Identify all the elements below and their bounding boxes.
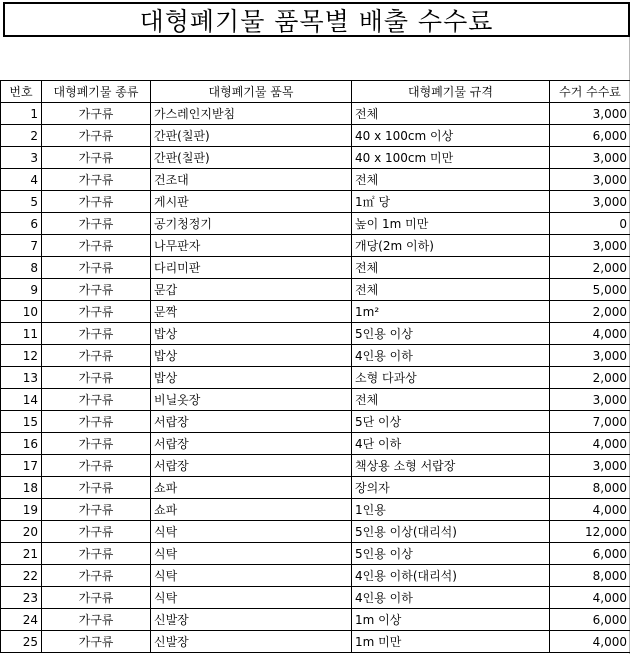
- cell-item[interactable]: 쇼파: [151, 499, 352, 521]
- cell-category[interactable]: 가구류: [42, 543, 151, 565]
- table-row: [1, 433, 630, 455]
- cell-fee[interactable]: 12,000: [550, 521, 630, 543]
- cell-no[interactable]: 14: [1, 389, 42, 411]
- table-row: [1, 609, 630, 631]
- cell-spec[interactable]: 전체: [352, 279, 550, 301]
- cell-spec[interactable]: 1인용: [352, 499, 550, 521]
- cell-no[interactable]: 5: [1, 191, 42, 213]
- cell-category[interactable]: 가구류: [42, 103, 151, 125]
- spacer-row: [0, 37, 630, 81]
- cell-no[interactable]: 17: [1, 455, 42, 477]
- cell-item[interactable]: 간판(칠판): [151, 125, 352, 147]
- cell-category[interactable]: 가구류: [42, 191, 151, 213]
- cell-no[interactable]: 25: [1, 631, 42, 653]
- cell-no[interactable]: 24: [1, 609, 42, 631]
- cell-category[interactable]: 가구류: [42, 257, 151, 279]
- cell-no[interactable]: 4: [1, 169, 42, 191]
- cell-category[interactable]: 가구류: [42, 499, 151, 521]
- cell-no[interactable]: 18: [1, 477, 42, 499]
- cell-spec[interactable]: 1m 미만: [352, 631, 550, 653]
- cell-item[interactable]: 나무판자: [151, 235, 352, 257]
- cell-no[interactable]: 9: [1, 279, 42, 301]
- cell-spec[interactable]: 전체: [352, 257, 550, 279]
- cell-spec[interactable]: 전체: [352, 389, 550, 411]
- cell-item[interactable]: 신발장: [151, 631, 352, 653]
- cell-category[interactable]: 가구류: [42, 609, 151, 631]
- table-row: [1, 455, 630, 477]
- cell-fee[interactable]: 0: [550, 213, 630, 235]
- cell-category[interactable]: 가구류: [42, 345, 151, 367]
- cell-fee[interactable]: 4,000: [550, 433, 630, 455]
- cell-fee[interactable]: 6,000: [550, 125, 630, 147]
- table-row: [1, 345, 630, 367]
- cell-item[interactable]: 식탁: [151, 565, 352, 587]
- cell-item[interactable]: 다리미판: [151, 257, 352, 279]
- cell-category[interactable]: 가구류: [42, 411, 151, 433]
- table-row: [1, 631, 630, 653]
- cell-spec[interactable]: 5단 이상: [352, 411, 550, 433]
- cell-no[interactable]: 11: [1, 323, 42, 345]
- cell-spec[interactable]: 40 x 100cm 미만: [352, 147, 550, 169]
- table-row: [1, 499, 630, 521]
- cell-item[interactable]: 게시판: [151, 191, 352, 213]
- cell-spec[interactable]: 4인용 이하: [352, 587, 550, 609]
- cell-fee[interactable]: 3,000: [550, 389, 630, 411]
- cell-fee[interactable]: 6,000: [550, 543, 630, 565]
- page-title: 대형폐기물 품목별 배출 수수료: [139, 6, 494, 36]
- header-row: [1, 81, 630, 103]
- cell-spec[interactable]: 1m²: [352, 301, 550, 323]
- cell-spec[interactable]: 개당(2m 이하): [352, 235, 550, 257]
- cell-no[interactable]: 15: [1, 411, 42, 433]
- cell-fee[interactable]: 7,000: [550, 411, 630, 433]
- cell-spec[interactable]: 책상용 소형 서랍장: [352, 455, 550, 477]
- cell-category[interactable]: 가구류: [42, 455, 151, 477]
- cell-fee[interactable]: 4,000: [550, 631, 630, 653]
- cell-item[interactable]: 서랍장: [151, 433, 352, 455]
- cell-item[interactable]: 공기청정기: [151, 213, 352, 235]
- cell-fee[interactable]: 3,000: [550, 103, 630, 125]
- table-row: [1, 543, 630, 565]
- cell-category[interactable]: 가구류: [42, 389, 151, 411]
- cell-category[interactable]: 가구류: [42, 169, 151, 191]
- cell-item[interactable]: 비닐옷장: [151, 389, 352, 411]
- cell-item[interactable]: 식탁: [151, 543, 352, 565]
- cell-fee[interactable]: 3,000: [550, 169, 630, 191]
- header-no[interactable]: 번호: [1, 81, 42, 103]
- cell-item[interactable]: 식탁: [151, 587, 352, 609]
- cell-fee[interactable]: 2,000: [550, 301, 630, 323]
- table-row: [1, 147, 630, 169]
- cell-fee[interactable]: 2,000: [550, 367, 630, 389]
- cell-item[interactable]: 밥상: [151, 323, 352, 345]
- cell-spec[interactable]: 40 x 100cm 이상: [352, 125, 550, 147]
- table-row: [1, 587, 630, 609]
- cell-spec[interactable]: 4단 이하: [352, 433, 550, 455]
- cell-category[interactable]: 가구류: [42, 301, 151, 323]
- cell-fee[interactable]: 4,000: [550, 499, 630, 521]
- cell-spec[interactable]: 4인용 이하(대리석): [352, 565, 550, 587]
- table-row: [1, 521, 630, 543]
- cell-no[interactable]: 23: [1, 587, 42, 609]
- table-row: [1, 257, 630, 279]
- table-row: [1, 565, 630, 587]
- cell-category[interactable]: 가구류: [42, 125, 151, 147]
- cell-no[interactable]: 12: [1, 345, 42, 367]
- cell-no[interactable]: 7: [1, 235, 42, 257]
- cell-category[interactable]: 가구류: [42, 323, 151, 345]
- cell-item[interactable]: 간판(칠판): [151, 147, 352, 169]
- table-row: [1, 301, 630, 323]
- cell-fee[interactable]: 8,000: [550, 477, 630, 499]
- cell-no[interactable]: 22: [1, 565, 42, 587]
- cell-item[interactable]: 밥상: [151, 367, 352, 389]
- cell-category[interactable]: 가구류: [42, 521, 151, 543]
- cell-fee[interactable]: 4,000: [550, 323, 630, 345]
- table-row: [1, 103, 630, 125]
- cell-no[interactable]: 16: [1, 433, 42, 455]
- cell-spec[interactable]: 1m 이상: [352, 609, 550, 631]
- cell-no[interactable]: 13: [1, 367, 42, 389]
- table-row: [1, 389, 630, 411]
- cell-fee[interactable]: 3,000: [550, 235, 630, 257]
- table-row: [1, 213, 630, 235]
- cell-no[interactable]: 6: [1, 213, 42, 235]
- cell-fee[interactable]: 3,000: [550, 147, 630, 169]
- cell-item[interactable]: 신발장: [151, 609, 352, 631]
- cell-no[interactable]: 21: [1, 543, 42, 565]
- cell-fee[interactable]: 8,000: [550, 565, 630, 587]
- cell-category[interactable]: 가구류: [42, 235, 151, 257]
- cell-category[interactable]: 가구류: [42, 587, 151, 609]
- cell-fee[interactable]: 2,000: [550, 257, 630, 279]
- cell-spec[interactable]: 소형 다과상: [352, 367, 550, 389]
- table-row: [1, 477, 630, 499]
- cell-category[interactable]: 가구류: [42, 279, 151, 301]
- cell-spec[interactable]: 5인용 이상(대리석): [352, 521, 550, 543]
- cell-item[interactable]: 건조대: [151, 169, 352, 191]
- cell-no[interactable]: 2: [1, 125, 42, 147]
- cell-fee[interactable]: 5,000: [550, 279, 630, 301]
- cell-fee[interactable]: 4,000: [550, 587, 630, 609]
- cell-fee[interactable]: 6,000: [550, 609, 630, 631]
- cell-spec[interactable]: 4인용 이하: [352, 345, 550, 367]
- table-row: [1, 279, 630, 301]
- cell-category[interactable]: 가구류: [42, 367, 151, 389]
- header-fee[interactable]: 수거 수수료: [550, 81, 630, 103]
- cell-item[interactable]: 서랍장: [151, 411, 352, 433]
- cell-spec[interactable]: 높이 1m 미만: [352, 213, 550, 235]
- cell-fee[interactable]: 3,000: [550, 455, 630, 477]
- cell-spec[interactable]: 전체: [352, 103, 550, 125]
- cell-category[interactable]: 가구류: [42, 433, 151, 455]
- cell-item[interactable]: 식탁: [151, 521, 352, 543]
- cell-no[interactable]: 10: [1, 301, 42, 323]
- table-row: [1, 125, 630, 147]
- header-item[interactable]: 대형폐기물 품목: [151, 81, 352, 103]
- cell-item[interactable]: 밥상: [151, 345, 352, 367]
- cell-spec[interactable]: 5인용 이상: [352, 323, 550, 345]
- cell-category[interactable]: 가구류: [42, 565, 151, 587]
- cell-item[interactable]: 문짝: [151, 301, 352, 323]
- table-row: [1, 411, 630, 433]
- cell-category[interactable]: 가구류: [42, 213, 151, 235]
- header-spec[interactable]: 대형폐기물 규격: [352, 81, 550, 103]
- table-row: [1, 169, 630, 191]
- cell-item[interactable]: 가스레인지받침: [151, 103, 352, 125]
- table-row: [1, 323, 630, 345]
- table-row: [1, 235, 630, 257]
- cell-item[interactable]: 문갑: [151, 279, 352, 301]
- cell-spec[interactable]: 1㎡ 당: [352, 191, 550, 213]
- table-row: [1, 191, 630, 213]
- cell-category[interactable]: 가구류: [42, 631, 151, 653]
- cell-item[interactable]: 쇼파: [151, 477, 352, 499]
- table-row: [1, 367, 630, 389]
- header-category[interactable]: 대형폐기물 종류: [42, 81, 151, 103]
- cell-spec[interactable]: 5인용 이상: [352, 543, 550, 565]
- cell-no[interactable]: 19: [1, 499, 42, 521]
- cell-no[interactable]: 8: [1, 257, 42, 279]
- cell-category[interactable]: 가구류: [42, 147, 151, 169]
- cell-spec[interactable]: 전체: [352, 169, 550, 191]
- cell-spec[interactable]: 장의자: [352, 477, 550, 499]
- cell-no[interactable]: 1: [1, 103, 42, 125]
- title-box: [3, 2, 630, 37]
- cell-category[interactable]: 가구류: [42, 477, 151, 499]
- cell-no[interactable]: 3: [1, 147, 42, 169]
- fee-table: [0, 80, 630, 653]
- cell-no[interactable]: 20: [1, 521, 42, 543]
- cell-fee[interactable]: 3,000: [550, 191, 630, 213]
- cell-item[interactable]: 서랍장: [151, 455, 352, 477]
- table-body: [1, 103, 630, 653]
- cell-fee[interactable]: 3,000: [550, 345, 630, 367]
